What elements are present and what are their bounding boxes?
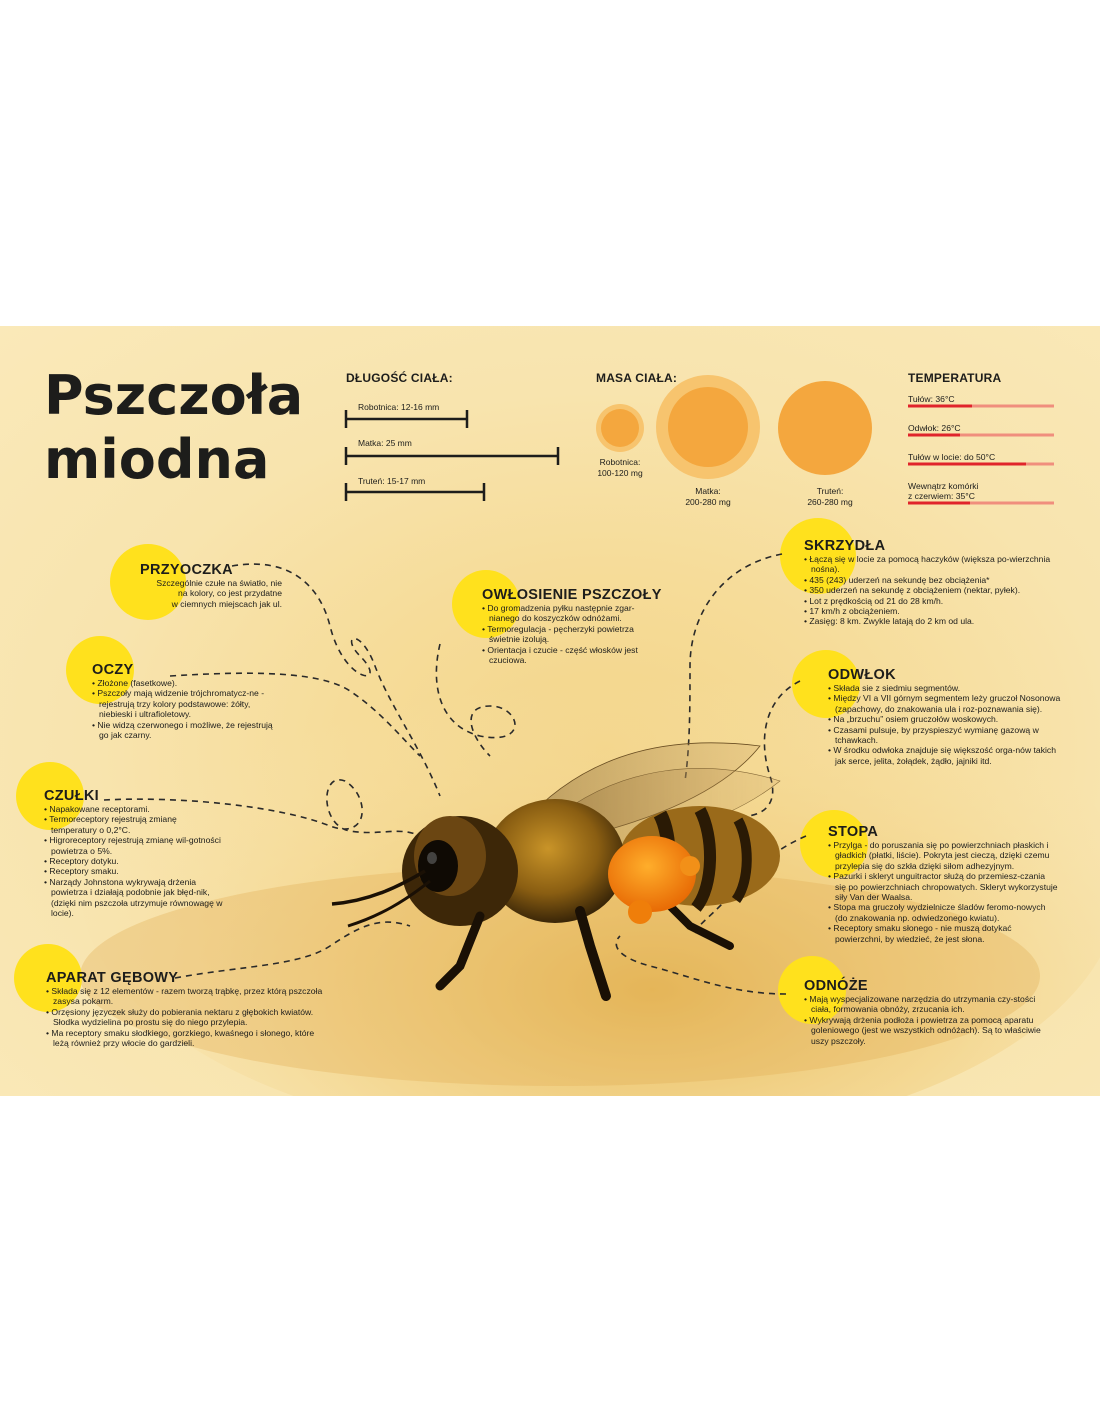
length-queen: Matka: 25 mm [358, 438, 412, 448]
section-eyes [92, 662, 282, 740]
section-title: CZUŁKI [44, 788, 99, 804]
list-item: • Lot z prędkością od 21 do 28 km/h. [804, 596, 1064, 606]
mass-drone-value: 260-280 mg [807, 496, 853, 507]
section-list [804, 994, 1054, 1046]
section-list [92, 678, 282, 740]
section-title: APARAT GĘBOWY [46, 970, 179, 986]
section-antennae [44, 788, 224, 918]
body-mass-heading: MASA CIAŁA: [596, 371, 678, 385]
section-wings [804, 538, 1064, 627]
list-item: • Termoreceptory rejestrują zmianę temperatury o 0,2°C. [44, 814, 224, 835]
list-item: • Receptory smaku. [44, 866, 224, 876]
title-line-1: Pszczoła [44, 364, 304, 427]
list-item: • Między VI a VII górnym segmentem leży gruczoł Nosonowa (zapachowy, do znakowania ula i roz-poznawania się). [828, 693, 1068, 714]
temp-abdomen: Odwłok: 26°C [908, 423, 961, 433]
list-item: • 435 (243) uderzeń na sekundę bez obciążenia* [804, 575, 1064, 585]
temp-brood-line-2: z czerwiem: 35°C [908, 491, 975, 501]
mass-drone [790, 486, 870, 507]
section-ocelli [140, 562, 300, 609]
infographic-poster [0, 326, 1100, 1096]
list-item: • Przylga - do poruszania się po powierzchniach płaskich i gładkich (płatki, liście). Pokryta jest cieczą, dzięki czemu przylepia się do szkła dzięki siłom adhezyjnym. [828, 840, 1058, 871]
temperature-heading: TEMPERATURA [908, 371, 1002, 385]
section-hair [482, 587, 662, 665]
list-item: • Składa sie z siedmiu segmentów. [828, 683, 1068, 693]
section-list [46, 986, 326, 1048]
list-item: • 17 km/h z obciążeniem. [804, 606, 1064, 616]
list-item: • 350 uderzeń na sekundę z obciążeniem (nektar, pyłek). [804, 585, 1064, 595]
temp-thorax: Tułów: 36°C [908, 394, 955, 404]
list-item: • Termoregulacja - pęcherzyki powietrza świetnie izolują. [482, 624, 662, 645]
section-mouthparts [46, 970, 326, 1048]
list-item: • Higroreceptory rejestrują zmianę wil-gotności powietrza o 5%. [44, 835, 224, 856]
title-line-2: miodna [44, 428, 270, 491]
list-item: • Do gromadzenia pyłku następnie zgar-nianego do koszyczków odnóżami. [482, 603, 662, 624]
list-item: • Receptory smaku słonego - nie muszą dotykać powierzchni, by wiedzieć, że jest słona. [828, 923, 1058, 944]
list-item: • Stopa ma gruczoły wydzielnicze śladów feromo-nowych (do znakowania np. odwiedzonego kwiatu). [828, 902, 1058, 923]
list-item: • Receptory dotyku. [44, 856, 224, 866]
body-length-bars [346, 410, 558, 501]
list-item: • Ma receptory smaku słodkiego, gorzkiego, kwaśnego i słonego, które leżą również przy włocie do gardzieli. [46, 1028, 326, 1049]
temp-brood-cell [908, 481, 979, 501]
list-item: • W środku odwłoka znajduje się większość orga-nów takich jak serce, jelita, żołądek, żądło, jajniki itd. [828, 745, 1068, 766]
section-title: ODWŁOK [828, 667, 896, 683]
list-item: • Czasami pulsuje, by przyspieszyć wymianę gazową w tchawkach. [828, 725, 1068, 746]
temp-flight: Tułów w locie: do 50°C [908, 452, 996, 462]
section-abdomen [828, 667, 1068, 766]
section-foot [828, 824, 1058, 944]
section-title: ODNÓŻE [804, 978, 868, 994]
list-item: • Pazurki i skleryt unguitractor służą do przemiesz-czania się po powierzchniach chropowatych. Skleryt wykorzystuje siły Van der Waalsa. [828, 871, 1058, 902]
list-item: • Na „brzuchu” osiem gruczołów woskowych. [828, 714, 1068, 724]
list-item: • Wykrywają drżenia podłoża i powietrza za pomocą aparatu goleniowego (jest we wszystkich odnóżach). Są to właściwie uszy pszczoły. [804, 1015, 1054, 1046]
section-title: OWŁOSIENIE PSZCZOŁY [482, 587, 662, 603]
list-item: • Zasięg: 8 km. Zwykle latają do 2 km od ula. [804, 616, 1064, 626]
temp-brood-line-1: Wewnątrz komórki [908, 481, 979, 491]
list-item: • Napakowane receptorami. [44, 804, 224, 814]
mass-queen [668, 486, 748, 507]
list-item: • Łączą się w locie za pomocą haczyków (większa po-wierzchnia nośna). [804, 554, 1064, 575]
section-title: SKRZYDŁA [804, 538, 886, 554]
mass-worker-name: Robotnica: [599, 457, 641, 467]
mass-queen-name: Matka: [695, 486, 721, 496]
section-list [44, 804, 224, 918]
list-item: • Orientacja i czucie - część włosków jest czuciowa. [482, 645, 662, 666]
list-item: • Narządy Johnstona wykrywają drżenia powietrza i działają podobnie jak błęd-nik, (dzięki nim pszczoła utrzymuje równowagę w locie). [44, 877, 224, 919]
list-item: • Nie widzą czerwonego i możliwe, że rejestrują go jak czarny. [92, 720, 282, 741]
section-list [804, 554, 1064, 627]
section-text: Szczególnie czułe na światło, nie na kolory, co jest przydatne w ciemnych miejscach jak ul. [156, 578, 282, 609]
list-item: • Pszczoły mają widzenie trójchromatycz-ne - rejestrują trzy kolory podstawowe: żółty, niebieski i ultrafioletowy. [92, 688, 282, 719]
section-leg [804, 978, 1054, 1046]
length-worker: Robotnica: 12-16 mm [358, 402, 440, 412]
list-item: • Złożone (fasetkowe). [92, 678, 282, 688]
section-title: PRZYOCZKA [140, 562, 233, 578]
length-drone: Truteń: 15-17 mm [358, 476, 426, 486]
page-title [44, 364, 303, 492]
section-title: OCZY [92, 662, 134, 678]
list-item: • Składa się z 12 elementów - razem tworzą trąbkę, przez którą pszczoła zasysa pokarm. [46, 986, 326, 1007]
mass-worker [580, 457, 660, 478]
mass-drone-name: Truteń: [816, 486, 844, 496]
mass-worker-value: 100-120 mg [597, 467, 643, 478]
list-item: • Orzęsiony języczek służy do pobierania nektaru z głębokich kwiatów. Słodka wydzielina po prostu się do niego przylepia. [46, 1007, 326, 1028]
section-list [828, 683, 1068, 766]
mass-queen-value: 200-280 mg [685, 496, 731, 507]
body-length-heading: DŁUGOŚĆ CIAŁA: [346, 371, 453, 385]
section-list [828, 840, 1058, 944]
section-title: STOPA [828, 824, 879, 840]
section-list [482, 603, 662, 665]
list-item: • Mają wyspecjalizowane narzędzia do utrzymania czy-stości ciała, formowania obnóży, zrzucania ich. [804, 994, 1054, 1015]
